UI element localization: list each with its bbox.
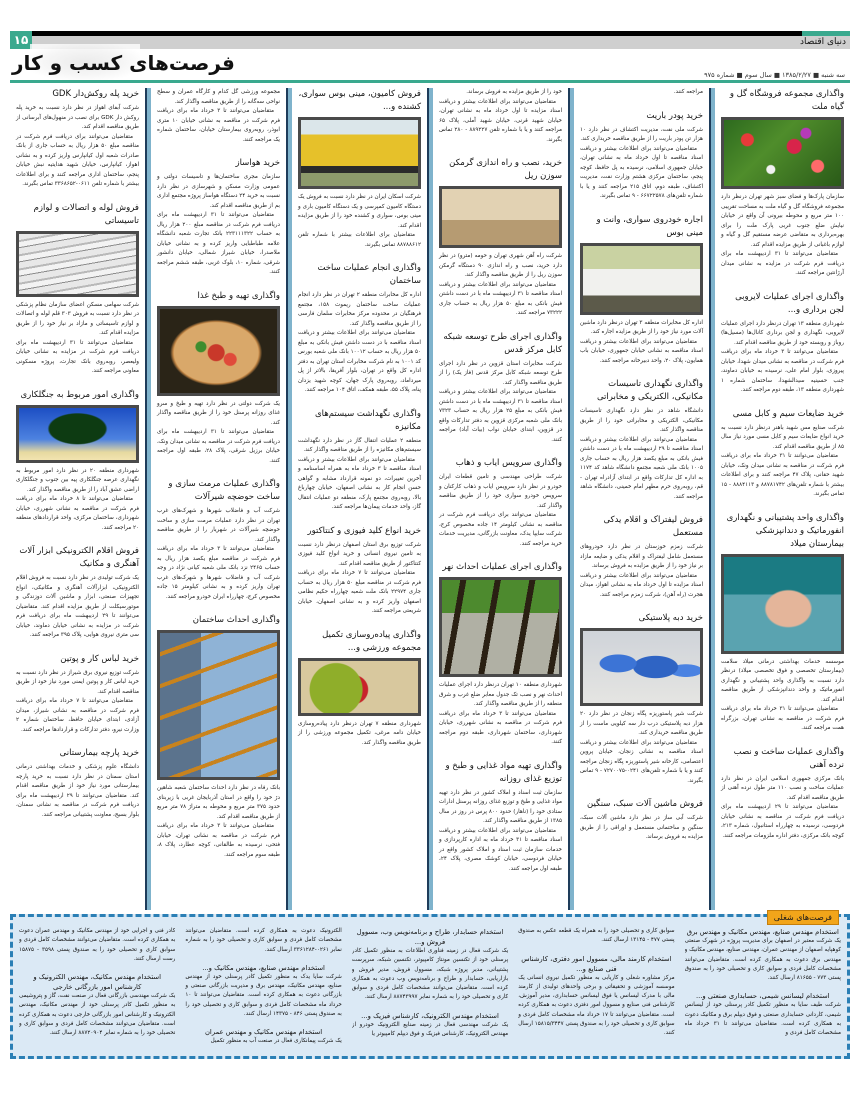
article-paragraph: شرکت طراحی مهندسی و تامین قطعات ایران خودرو در نظر دارد سرویس ایاب و ذهاب کارکنان و سرویس خودرو سواری خود را از طریق مناقصه واگذار کند. [439, 474, 562, 509]
truck-photo [298, 117, 421, 189]
job-listing [352, 927, 508, 1003]
article-paragraph: شهرداری منطقه ۲۰ در نظر دارد امور مربوط به نگهداری عرصه جنگلکاری پیه بین جنوب و جنگلکاری اراضی عشق آباد را از طریق مناقصه واگذار کند. [16, 467, 139, 493]
article-paragraph: شرکت اسکان ایران در نظر دارد نسبت به فروش یک دستگاه کامیون کمپرسی و یک دستگاه کامیون باری و مینی بوس، سواری و کشنده خود را از طریق مزایده اقدام کند. [298, 194, 421, 229]
article-paragraph: متقاضیان می‌توانند تا ۳ خرداد ماه برای دریافت فرم شرکت در مناقصه به نشانی میدان شهدا، خیابان پیروزی، بلوار امام علی، نرسیده به خیابان دماوند، جنب حسینیه سیدالشهدا، ساختمان شماره ۱ شهرداری منطقه ۱۳، طبقه دوم مراجعه کنند. [721, 349, 844, 393]
article-paragraph: متقاضیان می‌توانند تا ۳۱ اردیبهشت ماه برای دریافت فرم شرکت در مناقصه مبلغ ۲۰۰ هزار ریال به حساب ۲۲۳۱۱۱۳۲۲ بانک تجارت شعبه دانشگاه علامه طباطبایی واریز کرده و به نشانی خیابان ملاصدرا، خیابان شیراز شمالی، خیابان دانشور شرقی، شماره ۱۰، بلوک غربی، طبقه ششم مراجعه کنند. [157, 212, 281, 275]
article-paragraph: شهرداری منطقه ۷ تهران درنظر دارد پیاده‌روسازی خیابان دامه مرغی، تکمیل مجموعه ورزشی را از طریق مناقصه واگذار کند. [298, 720, 421, 746]
article [157, 478, 280, 602]
article [157, 157, 280, 278]
article-paragraph: متقاضیان می‌توانند برای اطلاعات بیشتر و دریافت اسناد مناقصه با در دست داشتن فیش بانکی به مبلغ ۵۰ هزار ریال به حساب ۱۰۰۱۲ بانک ملی شعبه بورس کد ۱۰۰۱ به نام شرکت مخابرات استان تهران به دفتر اداره کل واقع در تهران، بلوار آفریقا، بالاتر از پل میرداماد، روبه‌روی پارک جهان، کوچه شهید یزدان پناه، پلاک ۵۵، طبقه همکف، اتاق ۱۰۴ مراجعه کنند. [298, 330, 422, 393]
article-paragraph: متقاضیان می‌توانند برای دریافت فرم شرکت در مناقصه به نشانی کیلومتر ۱۴ جاده مخصوص کرج، شرکت سایپا یدک، معاونت بازرگانی، مدیریت خدمات خرید مراجعه کنند. [439, 512, 562, 547]
article-headline: واگذاری تهیه و طبخ غذا [197, 290, 280, 301]
article-paragraph: متقاضیان می‌توانند تا ۸ خرداد ماه برای دریافت فرم شرکت در مناقصه به نشانی شهرری، خیابان شهرداری، ساختمان مرکزی، واحد قراردادهای منطقه ۲۰ مراجعه کنند. [16, 496, 139, 531]
article [721, 88, 844, 279]
page-number: ۱۵ [10, 31, 32, 49]
dateline: سه شنبه ■ ۱۳۸۵/۲/۲۷ ■ سال سوم ■ شماره ۹۷۵ [701, 71, 848, 79]
dentist-photo [721, 554, 844, 654]
article-paragraph: متقاضیان می‌توانند تا ۷ خرداد ماه برای دریافت فرم شرکت در مناقصه به نشانی شیراز، میدان آزادی، ابتدای خیابان حافظ، ساختمان شماره ۲ وزارت نیرو، دفتر تدارکات و قراردادها مراجعه کنند. [16, 698, 139, 733]
column-4 [292, 88, 427, 910]
jobs-column-2 [518, 927, 674, 1052]
article-paragraph: مجموعه ورزشی گل کدام و کارگاه عمران و سطح نواحی سه‌گانه را از طریق مناقصه واگذار کند. [157, 89, 280, 105]
article-paragraph: شرکت آبی ساز در نظر دارد ماشین آلات سبک، سنگین و ساختمانی مستعمل و اوراقی را از طریق مزایده به فروش برساند. [580, 815, 703, 840]
article-headline: خرید لباس کار و پوتین [60, 653, 139, 664]
job-listing [19, 972, 175, 1038]
article [298, 88, 421, 250]
job-description: سوابق کاری و تحصیلی خود را به همراه یک قطعه عکس به صندوق پستی ۴۷۷ - ۱۳۱۴۵ ارسال کنند. [518, 928, 675, 944]
article-paragraph: شرکت سهامی مسکن اعضای سازمان نظام پزشکی در نظر دارد نسبت به فروش ۳۰۳ قلم لوله و اتصالات و لوازم تاسیساتی و مازاد بر نیاز خود را از طریق مزایده اقدام کند. [16, 301, 140, 336]
article [157, 88, 280, 145]
column-2 [574, 88, 709, 910]
job-description: شرکت سایا یدک به منظور تکمیل کادر پرسنلی خود از مهندس صنایع، مهندس مکانیک، مهندس برق و مدیریت بازرگانی صنعتی و بازرگانی دعوت به همکاری کرده است. متقاضیان می‌توانند تا ۱۰ خرداد ماه مشخصات کامل فردی و سوابق کاری و تحصیلی خود را به صندوق پستی ۸۴۶ - ۱۴۳۷۵ ارسال کنند. [185, 973, 342, 1018]
flowers-photo [721, 117, 844, 189]
article [580, 214, 703, 367]
job-title: استخدام مهندس الکترونیک، کارشناس فیزیک و... [361, 1011, 499, 1020]
masthead-gray-bar [25, 36, 850, 49]
article-paragraph: شهرداری منطقه ۱۳ تهران درنظر دارد اجرای عملیات لایروبی، نگهداری و لجن برداری کانال‌ها (مسیل‌ها) روباز و روبسته خود از طریق مناقصه اقدام کند. [721, 320, 844, 346]
article [439, 561, 562, 748]
job-title: استخدام کارمند مالی، مسوول امور دفتری، کارشناس فنی صنایع و... [521, 954, 672, 973]
article-headline: واگذاری انجام عملیات ساخت ساختمان [317, 263, 421, 286]
article-paragraph: متقاضیان می‌توانند تا ۷ خرداد ماه برای دریافت فرم شرکت در مناقصه مبلغ ۵۰ هزار ریال به حساب جاری ۲۲۹۷۴ بانک ملت شعبه چهارراه حکیم نظامی اصفهان واریز کرده و به نشانی اصفهان، خیابان شریعتی مراجعه کنند. [298, 570, 422, 614]
job-title: استخدام مهندس صنایع، مهندس مکانیک و مهندس برق [686, 928, 839, 936]
column-5 [151, 88, 286, 910]
article [721, 512, 844, 734]
article-headline: واگذاری عملیات ساخت و نصب نرده آهنی [733, 746, 844, 770]
job-listing [185, 927, 341, 955]
article [157, 614, 280, 860]
job-listing [518, 954, 674, 1039]
article [439, 157, 562, 319]
article-headline: خرید انواع کلید فیوزی و کنتاکتور [307, 525, 421, 536]
job-listing [185, 963, 341, 1019]
article [298, 408, 421, 513]
article-paragraph: یک شرکت دولتی در نظر دارد تهیه و طبخ و سرو غذای روزانه پرسنل خود را از طریق مناقصه واگذار کند. [157, 400, 280, 426]
article-headline: فروش اقلام الکترونیکی ابزار آلات آهنگری و مکانیک [19, 546, 139, 569]
article-paragraph: سازمان پارک‌ها و فضای سبز شهر تهران درنظر دارد مجموعه فروشگاه گل و گیاه ملت به مساحت تقریبی ۱۰۰ متر مربع و محوطه بیرونی آن واقع در خیابان نیایش ضلع جنوب غربی پارک ملت را برای بهره‌برداری به متقاضی عرضه مستقیم گل و گیاه و لوازم باغبانی از طریق مزایده اقدام کند. [721, 194, 844, 248]
title-rule [10, 80, 850, 83]
article-paragraph: شرکت شیر پاستوریزه پگاه زنجان در نظر دارد ۲۰ هزار دبه پلاستیکی درب دار سه کیلویی ماست را از طریق مناقصه خریداری کند. [580, 711, 703, 736]
article [298, 629, 421, 749]
trees-photo [439, 577, 562, 677]
article [16, 202, 139, 377]
article-paragraph: متقاضیان می‌توانند برای اطلاعات بیشتر و دریافت اسناد مناقصه تا ۳۱ اردیبهشت ماه با در دست داشتن فیش بانکی به مبلغ ۲۵ هزار ریال به حساب ۷۳۲۳ بانک ملی شعبه مرکزی قزوین به دفتر تدارکات واقع در قزوین، ابتدای خیابان نواب (بیات آباد) مراجعه کنند. [439, 389, 563, 443]
jobs-column-1 [685, 927, 841, 1052]
article-paragraph: متقاضیان می‌توانند برای اطلاعات بیشتر و دریافت اسناد مناقصه تا ۲۹ اردیبهشت ماه با در دست داشتن فیش بانکی به مبلغ یکصد هزار ریال به حساب جاری ۱۰۰۵ بانک ملی شعبه مجتمع دانشگاه شاهد کد ۱۱۷۴ به اداره کل تدارکات واقع در ابتدای آزادراه تهران - قم، روبه‌روی حرم مطهر امام خمینی، دانشگاه شاهد مراجعه کنند. [580, 436, 704, 500]
job-title: استخدام حسابدار، طراح و برنامه‌نویس وب، مسوول فروش و... [356, 928, 504, 946]
article-headline: خرید هواساز [235, 158, 280, 168]
article-paragraph: بانک مرکزی جمهوری اسلامی ایران در نظر دارد عملیات ساخت و نصب ۱۱۰ متر طول نرده آهنی از طریق مناقصه اقدام کند. [721, 775, 844, 801]
article [439, 331, 562, 446]
article-paragraph: متقاضیان می‌توانند تا ۳۱ اردیبهشت ماه برای دریافت فرم شرکت در مناقصه به نشانی میدان ونک، خیابان برزیل شرقی، پلاک ۲۸، طبقه اول مراجعه کنند. [157, 429, 280, 464]
weights-photo [298, 658, 421, 716]
article [580, 514, 703, 600]
job-description: یک شرکت فعال در زمینه فناوری اطلاعات به منظور تکمیل کادر پرسنلی خود از تکنسین مونتاژ کامپیوتر، تکنسین شبکه، سرپرست پشتیبانی، مدیر پروژه شبکه، مسوول فروش، مدیر فروش و بازاریابی، حسابدار و طراح و برنامه‌نویس وب دعوت به همکاری کرده است. متقاضیان می‌توانند مشخصات کامل فردی و سوابق کاری و تحصیلی خود را به شماره نمابر ۸۸۷۴۳۹۹۷ ارسال کنند. [351, 948, 509, 1001]
tree-photo [16, 405, 139, 463]
article-headline: خرید پله روکش‌دار GDK [52, 89, 139, 99]
article [439, 88, 562, 145]
article-paragraph: متقاضیان می‌توانند برای اطلاعات بیشتر و دریافت اسناد مناقصه تا ۳ خرداد ماه به همراه اساسنامه و آخرین تغییرات، دو نمونه قرارداد مشابه و گواهی حسن انجام کار به نشانی اصفهان، خیابان چهارباغ بالا، روبه‌روی مجتمع پارک، منطقه دو عملیات انتقال گاز، واحد خدمات پیمان‌ها مراجعه کنند. [298, 456, 421, 510]
article [298, 262, 421, 396]
article [16, 545, 139, 641]
article-paragraph: متقاضیان می‌توانند برای اطلاعات بیشتر و دریافت اسناد مناقصه به نشانی زنجان، خیابان پروین اعتصامی، کارخانه شیر پاستوریزه پگاه زنجان مراجعه کنند و یا با شماره تلفن‌های ۰۲۴۱-۷۲۷۰۰۷۵ - ۹ تماس بگیرند. [580, 739, 704, 784]
article-headline: واگذاری نگهداری تاسیسات مکانیکی، الکتریکی و مخابراتی [596, 379, 703, 402]
article-paragraph: اداره کل مخابرات منطقه ۲ تهران در نظر دارد انجام عملیات ساخت ساختمان ریموت ۱۵۸، مجتمع فرهنگیان در محدوده مرکز مخابرات سلمان فارسی را از طریق مناقصه واگذار کند. [298, 292, 421, 327]
column-6 [10, 88, 145, 910]
article-paragraph: متقاضیان برای اطلاعات بیشتر با شماره تلفن ۸۸۷۸۸۶۱۲ تماس بگیرند. [298, 232, 421, 248]
article-paragraph: متقاضیان می‌توانند تا ۳ خرداد ماه برای دریافت فرم شرکت در مناقصه به نشانی شهرری، خیابان شهرداری، ساختمان شهرداری، طبقه دوم مراجعه کنند. [439, 710, 562, 745]
article-paragraph: شرکت صنایع مس شهید باهنر درنظر دارد نسبت به خرید انواع ضایعات سیم و کابل مسی مورد نیاز سال ۸۵ از طریق مناقصه اقدام کند. [721, 424, 844, 450]
article-paragraph: متقاضیان می‌توانند برای اطلاعات بیشتر و دریافت اسناد مناقصه تا اول خرداد ماه به نشانی تهران، خیابان جمهوری اسلامی، نرسیده به پل حافظ، کوچه پنجم، ساختمان مرکزی هشتم وزارت نفت، مدیریت اکتشاف، طبقه دوم، اتاق ۲۱۵ مراجعه کنند و یا با شماره تلفن‌های ۶۶۷۲۲۵۷۸ - ۹ تماس بگیرند. [580, 145, 703, 199]
article-paragraph: منطقه ۲ عملیات انتقال گاز در نظر دارد نگهداشت سیستم‌های مکانیزه را از طریق مناقصه واگذار کند. [298, 437, 421, 453]
article [16, 653, 139, 736]
pipes-photo [16, 231, 139, 297]
article-paragraph: سازمان ثبت اسناد و املاک کشور در نظر دارد تهیه مواد غذایی و طبخ و توزیع غذای روزانه پرسنل ادارات ستادی خود را (ناهار) حدود ۸۰۰ پرس در روز در سال ۱۳۸۵ از طریق مناقصه واگذار کند. [439, 789, 562, 824]
article-headline: خرید، نصب و راه اندازی گرمکن سوزن ریل [449, 158, 562, 181]
article-paragraph: شرکت آب و فاضلاب شهرها و شهرک‌های غرب تهران در نظر دارد عملیات مرمت سازی و ساخت حوضچه شیرآلات در شهریار را از طریق مناقصه واگذار کند. [157, 508, 280, 543]
article [298, 525, 421, 617]
job-listing [19, 927, 175, 964]
article [580, 88, 703, 98]
car-photo [580, 243, 703, 315]
construction-photo [157, 630, 280, 780]
article-paragraph: متقاضیان می‌توانند برای دریافت فرم شرکت در مناقصه مبلغ ۵۰ هزار ریال به حساب جاری از بانک صادرات شعبه اول کیانپارس واریز کرده و به نشانی اهواز، کیانپارس، خیابان شهید هدایتیه نبش خیابان پنجم، ساختمان اداری مراجعه کنند و برای اطلاعات بیشتر با شماره تلفن ۰۶۱۱-۳۳۶۸۶۵۲ تماس بگیرند. [16, 133, 140, 187]
job-listing [352, 1011, 508, 1040]
article-paragraph: شهرداری منطقه ۱۰ تهران درنظر دارد اجرای عملیات احداث نهر و نصب تک جدول معابر ضلع غرب و شرق منطقه را از طریق مناقصه واگذار کند. [439, 682, 562, 707]
article-paragraph: متقاضیان می‌توانند تا ۳ خرداد ماه برای دریافت فرم شرکت در مناقصه به نشانی خیابان ۱۰ متری ابوذر، روبه‌روی بیمارستان خیابان، ساختمان شماره یک مراجعه کنند. [157, 108, 281, 143]
article-headline: خرید پارچه بیمارستانی [59, 748, 139, 758]
article-headline: فروش لوله و اتصالات و لوازم تاسیساتی [33, 202, 139, 226]
article-headline: واگذاری اجرای عملیات احداث نهر [442, 562, 562, 572]
article-paragraph: خود را از طریق مزایده به فروش برساند. [466, 89, 562, 95]
job-title: استخدام لیسانس شیمی، حسابداری صنعتی و... [695, 992, 830, 1001]
article-paragraph: متقاضیان می‌توانند برای اطلاعات بیشتر و دریافت اسناد مناقصه تا ۳۱ خرداد ماه به اداره کارپردازی و خدمات سازمان ثبت اسناد و املاک کشور واقع در خیابان فردوسی، خیابان کوشک مصری، پلاک ۲۴، طبقه اول مراجعه کنند. [439, 827, 562, 872]
column-3 [433, 88, 568, 910]
article-paragraph: شرکت مخابرات استان قزوین در نظر دارد اجرای طرح توسعه شبکه کابل مرکز قدس (فاز یک) را از طریق مناقصه واگذار کند. [439, 360, 562, 386]
article [580, 110, 703, 202]
job-description: کادر فنی و اجرایی خود از مهندس مکانیک و مهندس عمران دعوت به همکاری کرده است. متقاضیان می‌توانند مشخصات کامل فردی و سوابق کاری و تحصیلی خود را به صندوق پستی ۳۵۹۸ - ۱۵۸۷۵ رست ارسال کنند. [18, 928, 176, 962]
article [580, 612, 703, 786]
article-headline: خرید ضایعات سیم و کابل مسی [732, 408, 844, 419]
article-paragraph: دانشگاه علوم پزشکی و خدمات بهداشتی درمانی استان سمنان در نظر دارد نسبت به خرید پارچه بیمارستانی مورد نیاز خود از طریق مناقصه اقدام کند. متقاضیان می‌توانند تا ۲۹ اردیبهشت ماه برای دریافت فرم شرکت در مناقصه به نشانی سمنان، بلوار بسیج، معاونت پشتیبانی مراجعه کنند. [16, 764, 140, 818]
job-description: یک شرکت مهندسی بازرگانی فعال در صنعت نفت، گاز و پتروشیمی به منظور تکمیل کادر پرسنلی خود از مهندس مکانیک، مهندس الکترونیک و کارشناس امور بازرگانی خارجی دعوت به همکاری کرده است. متقاضیان می‌توانند مشخصات کامل فردی و سوابق کاری و تحصیلی خود را به شماره نمابر ۸۸۷۲۰۹۰۴ ارسال کنند. [18, 993, 176, 1037]
article [157, 290, 280, 467]
article [721, 746, 844, 842]
article-paragraph: متقاضیان می‌توانند تا ۳۱ اردیبهشت ماه برای دریافت فرم شرکت در مزایده به نشانی میدان آرژانتین مراجعه کنند. [721, 251, 844, 276]
jobs-column-3 [352, 927, 508, 1052]
article-headline: واگذاری نگهداشت سیستم‌های مکانیزه [315, 408, 421, 432]
job-listing [518, 927, 674, 946]
article [721, 291, 844, 396]
article-paragraph: شرکت توزیع نیروی برق شیراز در نظر دارد نسبت به خرید لباس کار و پوتین ایمنی مورد نیاز خود از طریق مناقصه اقدام کند. [16, 669, 139, 695]
article-paragraph: متقاضیان می‌توانند برای اطلاعات بیشتر و دریافت اسناد مناقصه تا ۳۱ اردیبهشت ماه با در دست داشتن فیش بانکی به مبلغ ۵۰ هزار ریال به حساب جاری ۷۳۲۲۲ مراجعه کنند. [439, 281, 563, 316]
article-paragraph: موسسه خدمات بهداشتی درمانی میلاد سلامت (بیمارستان تخصصی و فوق تخصصی میلاد) درنظر دارد نسبت به واگذاری واحد پشتیبانی و نگهداری انفورماتیک و واحد دندانپزشکی از طریق مناقصه اقدام کند. [721, 658, 844, 703]
article-columns [10, 88, 850, 910]
article-headline: واگذاری پیاده‌روسازی تکمیل مجموعه ورزشی و... [322, 629, 421, 653]
article-headline: واگذاری مجموعه فروشگاه گل و گیاه ملت [729, 89, 844, 112]
jobs-column-5 [19, 927, 175, 1052]
article-headline: فروش لیفتراک و اقلام یدکی مستعمل [603, 515, 703, 538]
job-title: استخدام مهندس صنایع، مهندس مکانیک و... [202, 963, 325, 972]
article-paragraph: شرکت توزیع برق استان اصفهان درنظر دارد نسبت به تامین نیروی انسانی و خرید انواع کلید فیوزی کنتاکتور از طریق مناقصه اقدام کند. [298, 541, 421, 567]
article-paragraph: دانشگاه شاهد در نظر دارد نگهداری تاسیسات مکانیکی، الکتریکی و مخابراتی خود را از طریق مناقصه واگذار کند. [580, 408, 703, 433]
article-paragraph: متقاضیان می‌توانند تا ۳۱ اردیبهشت ماه برای دریافت فرم شرکت در مزایده به نشانی خیابان ولیعصر، روبه‌روی بانک تجارت، پروژه مسکونی معاونی مراجعه کنند. [16, 339, 139, 374]
article-headline: واگذاری احداث ساختمان [192, 615, 280, 625]
rail-photo [439, 186, 562, 248]
article-paragraph: شرکت ملی نفت، مدیریت اکتشاف در نظر دارد ۱۰ هزار تن پودر باریت را از طریق مناقصه خریداری کند. [580, 126, 703, 142]
article-paragraph: مراجعه کنند. [673, 89, 703, 95]
article-paragraph: متقاضیان می‌توانند برای اطلاعات بیشتر و دریافت اسناد مزایده تا اول خرداد ماه به نشانی تهران، خیابان شهید قرنی، خیابان شهید آملی، پلاک ۶۵ مراجعه کنند و یا با شماره تلفن ۸۸۹۲۲۷ - ۲۸۰ تماس بگیرند. [439, 98, 562, 143]
job-title: استخدام مهندس مکانیک، مهندس الکترونیک و کارشناس امور بازرگانی خارجی [33, 973, 161, 992]
article-paragraph: متقاضیان می‌توانند تا ۳۱ خرداد ماه برای دریافت فرم شرکت در مناقصه به نشانی میدان ونک، خیابان شهید حقانی، پلاک ۴۷ مراجعه کنند و برای اطلاعات بیشتر با شماره تلفن‌های ۸۸۷۸۱۷۴۲ و ۸۸۸۴۱۱۳ - ۱۵ تماس بگیرند. [721, 453, 845, 497]
article-headline: واگذاری تهیه مواد غذایی و طبخ و توزیع غذای روزانه [445, 760, 562, 784]
article-paragraph: شرکت راه آهن شهری تهران و حومه (مترو) در نظر دارد خرید، نصب و راه اندازی ۹۰ دستگاه گرمکن سوزن ریل را از طریق مناقصه واگذار کند. [439, 253, 562, 278]
jobs-column-4 [185, 927, 341, 1052]
article-headline: اجاره خودروی سواری، وانت و مینی بوس [596, 214, 703, 238]
article-paragraph: متقاضیان می‌توانند برای اطلاعات بیشتر و دریافت اسناد مناقصه به نشانی خیابان جمهوری، خیابان باب همایون، پلاک ۲۰، واحد دبیرخانه مراجعه کنند. [580, 338, 703, 364]
article-headline: واگذاری واحد پشتیبانی و نگهداری انفورماتیک و دندانپزشکی بیمارستان میلاد [726, 512, 844, 549]
barrels-photo [580, 628, 703, 706]
article-headline: واگذاری سرویس ایاب و ذهاب [455, 458, 562, 468]
section-title: فرصت‌های کسب و کار [12, 51, 235, 75]
article-headline: واگذاری عملیات مرمت سازی و ساخت حوضچه شیرآلات [168, 479, 280, 502]
job-description: یک شرکت معتبر در اصفهان برای مدیریت پروژه در شهرک صنعتی کوهپایه اصفهان از مهندس عمران، مهندس صنایع، مهندس مکانیک و مهندس برق دعوت به همکاری کرده است. متقاضیان می‌توانند مشخصات کامل فردی و سوابق کاری و تحصیلی خود را به صندوق پستی ۷۷۳ - ۸۱۶۵۵ ارسال کنند. [684, 938, 841, 982]
article-paragraph: متقاضیان می‌توانند تا ۲۹ اردیبهشت ماه برای دریافت فرم شرکت در مناقصه به نشانی خیابان فردوسی، نرسیده به چهارراه استانبول، شماره ۲۱۳، کوچه بانک مرکزی، دفتر اداره ملزومات مراجعه کنند. [721, 804, 844, 839]
article [580, 378, 703, 502]
article-headline: خرید پودر باریت [646, 110, 703, 121]
job-description: شرکت طیف سایا به منظور تکمیل کادر پرسنلی خود از لیسانس شیمی، کاردانی حسابداری صنعتی و فوق دیپلم برق و مکانیک دعوت به همکاری کرده است. متقاضیان می‌توانند تا ۳۱ خرداد ماه مشخصات کامل فردی و [684, 1002, 841, 1037]
article-paragraph: شرکت آبفای اهواز در نظر دارد نسبت به خرید پله روکش دار GDK برای نصب در منهول‌های آبرسانی از طریق مناقصه اقدام کند. [16, 105, 140, 130]
article-paragraph: اداره کل مخابرات منطقه ۳ تهران درنظر دارد ماشین آلات مورد نیاز خود را از طریق مزایده اجاره کند. [580, 319, 703, 335]
job-description: یک شرکت مهندسی فعال در زمینه صنایع الکترونیک خودرو از مهندس الکترونیک، کارشناس فیزیک و فوق دیپلم کامپیوتر یا [351, 1021, 509, 1038]
column-1 [715, 88, 850, 910]
article-paragraph: یک شرکت تولیدی در نظر دارد نسبت به فروش اقلام الکترونیکی، ابزارآلات آهنگری و مکانیکی، انواع تجهیزات صنعتی، ابزار و ماشین آلات دوزندگی و موتورسیکلت از طریق مزایده اقدام کند. متقاضیان می‌توانند تا ۲۹ اردیبهشت ماه برای دریافت فرم شرکت در مزایده به نشانی خیابان دماوند، خیابان سی متری نیروی هوایی، پلاک ۳۹۵ مراجعه کنند. [16, 575, 139, 638]
article-paragraph: متقاضیان می‌توانند تا ۳۱ خرداد ماه برای دریافت فرم شرکت در مناقصه به نشانی تهران، بزرگراه همت مراجعه کنند. [721, 706, 844, 731]
article-headline: واگذاری امور مربوط به جنگلکاری [20, 389, 139, 400]
job-listing [185, 1027, 341, 1046]
jobs-section [10, 914, 850, 1059]
article-headline: واگذاری اجرای طرح توسعه شبکه کابل مرکز قدس [443, 331, 562, 355]
jobs-section-label: فرصت‌های شغلی [767, 910, 839, 925]
article [16, 389, 139, 534]
article-headline: واگذاری اجرای عملیات لایروبی لجن برداری و... [735, 291, 844, 315]
job-description: الکترونیک دعوت به همکاری کرده است. متقاضیان می‌توانند مشخصات کامل فردی و سوابق کاری و تحصیلی خود را به شماره نمابر ۰۲۶۱-۳۳۶۱۲۸۴ ارسال کنند. [185, 928, 342, 953]
article-paragraph: متقاضیان می‌توانند برای اطلاعات بیشتر و دریافت اسناد مزایده تا اول خرداد ماه به نشانی اهواز، میدان هجرت (راه آهن)، شرکت زمزم مراجعه کنند. [580, 572, 703, 598]
job-description: یک شرکت پیمانکاری فعال در صنعت آب به منظور تکمیل [210, 1038, 342, 1045]
article-paragraph: متقاضیان می‌توانند تا ۳ خرداد ماه برای دریافت فرم شرکت در مناقصه مبلغ یکصد هزار ریال به حساب ۲۴۶۵ نزد بانک ملی شعبه کیانی نژاد در وجه شرکت آب و فاضلاب شهرها و شهرک‌های غرب تهران واریز کرده و به نشانی کیلومتر ۱۵ جاده مخصوص کرج، چهارراه ایران خودرو مراجعه کنند. [157, 546, 280, 600]
article [16, 747, 139, 820]
article-paragraph: بانک رفاه در نظر دارد احداث ساختمان شعبه شاهین دژ خود را واقع در استان آذربایجان غربی با زیربنای حدود ۳۷۵ متر مربع و محوطه به متراژ ۷۸ متر مربع از طریق مناقصه اقدام کند. [157, 785, 280, 820]
article [721, 408, 844, 500]
article-paragraph: شرکت زمزم خوزستان در نظر دارد خودروهای مستعمل شامل لیفتراک و اقلام یدکی و ضایعه مازاد بر نیاز خود را از طریق مزایده به فروش برساند. [580, 544, 703, 569]
pizza-photo [157, 306, 280, 396]
job-description: مرکز مشاوره شغلی و کاریابی به منظور تکمیل نیروی انسانی یک موسسه آموزشی و تحقیقاتی و برخی واحدهای تولیدی از کارمند مالی با مدرک لیسانس یا فوق لیسانس حسابداری، مدیر آموزش، کارشناس فنی صنایع و مسوول امور دفتری دعوت به همکاری کرده است. متقاضیان می‌توانند تا ۱۷ خرداد ماه مشخصات کامل فردی و سوابق کاری و تحصیلی خود را به صندوق پستی ۱۵۸۱۵/۳۴۴۷ ارسال کنند. [518, 974, 675, 1037]
article-headline: خرید دبه پلاستیکی [638, 613, 703, 623]
article [16, 88, 139, 190]
article-paragraph: متقاضیان می‌توانند تا ۳ خرداد ماه برای دریافت فرم شرکت در مناقصه به نشانی تهران، خیابان فتحی، نرسیده به طالقانی، کوچه عطارد، پلاک ۸، طبقه سوم مراجعه کنند. [157, 823, 280, 858]
article-headline: فروش کامیون، مینی بوس سواری، کشنده و... [298, 89, 421, 112]
job-listing [685, 991, 841, 1038]
article [439, 457, 562, 549]
job-title: استخدام مهندس مکانیک و مهندس عمران [204, 1028, 323, 1037]
job-listing [685, 927, 841, 983]
article-paragraph: سازمان مجری ساختمان‌ها و تاسیسات دولتی و عمومی وزارت مسکن و شهرسازی در نظر دارد نسبت به خرید ۲۴ دستگاه هواساز پروژه مجتمع اداری بم از طریق مناقصه اقدام کند. [157, 174, 280, 209]
article-headline: فروش ماشین آلات سبک، سنگین [586, 799, 703, 809]
article [580, 798, 703, 843]
paper-name: دنیای اقتصاد [800, 37, 846, 47]
article [439, 760, 562, 875]
